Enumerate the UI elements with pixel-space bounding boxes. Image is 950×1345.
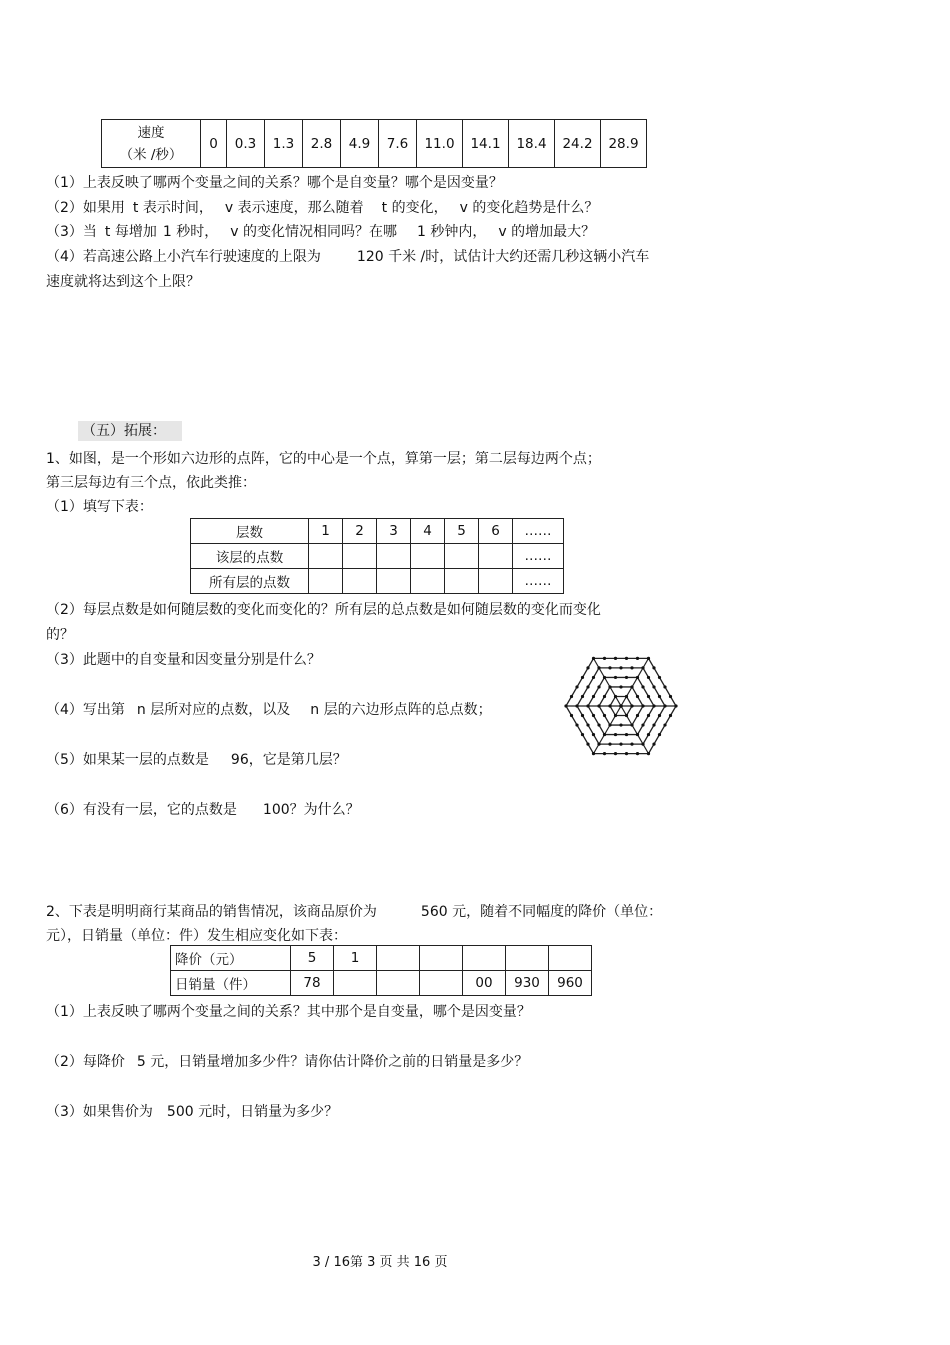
- blank-cell[interactable]: [343, 569, 377, 594]
- lattice-dot: [608, 723, 611, 726]
- blank-cell[interactable]: [377, 544, 411, 569]
- problem1-intro-line1: 1、如图，是一个形如六边形的点阵，它的中心是一个点，算第一层；第二层每边两个点；: [46, 451, 601, 467]
- lattice-dot: [647, 752, 650, 755]
- problem1-q5: [46, 749, 347, 769]
- lattice-dot: [608, 685, 611, 688]
- lattice-dot: [625, 676, 628, 679]
- q2-part-c: v 表示速度，那么随着: [224, 200, 364, 216]
- ellipsis-cell: ……: [513, 519, 564, 544]
- lattice-dot: [614, 733, 617, 736]
- lattice-dot: [636, 714, 639, 717]
- p2q3-part-a: （3）如果售价为: [46, 1104, 153, 1120]
- lattice-dot: [614, 695, 617, 698]
- lattice-dot: [586, 666, 589, 669]
- layer-number: 5: [445, 519, 479, 544]
- row-header: 所有层的点数: [191, 569, 309, 594]
- question-4-continued: 速度就将达到这个上限？: [46, 274, 200, 290]
- q2-part-e: v 的变化趋势是什么？: [459, 200, 599, 216]
- page-footer: 3 / 16第 3 页 共 16 页: [312, 1255, 448, 1270]
- lattice-spoke: [621, 706, 649, 754]
- lattice-dot: [669, 714, 672, 717]
- q3-part-a: （3）当: [46, 224, 97, 240]
- lattice-dot: [586, 704, 589, 707]
- daily-sales-cell: [334, 971, 377, 996]
- lattice-dot: [608, 666, 611, 669]
- lattice-dot: [652, 723, 655, 726]
- blank-cell[interactable]: [445, 569, 479, 594]
- price-cut-cell: 1: [334, 946, 377, 971]
- price-cut-cell: [377, 946, 420, 971]
- lattice-dot: [641, 743, 644, 746]
- speed-value-cell: 14.1: [463, 120, 509, 168]
- lattice-dot: [586, 743, 589, 746]
- lattice-dot: [647, 695, 650, 698]
- lattice-dot: [658, 714, 661, 717]
- lattice-dot: [597, 704, 600, 707]
- section-title: （五）拓展：: [78, 421, 182, 441]
- lattice-dot: [625, 657, 628, 660]
- lattice-dot: [614, 714, 617, 717]
- blank-cell[interactable]: [479, 569, 513, 594]
- speed-value-cell: 2.8: [303, 120, 341, 168]
- lattice-dot: [658, 676, 661, 679]
- problem2-q1: （1）上表反映了哪两个变量之间的关系？其中那个是自变量，哪个是因变量？: [46, 1004, 531, 1020]
- row-header: 层数: [191, 519, 309, 544]
- q2-part-d: t 的变化，: [381, 200, 448, 216]
- p1q5-part-a: （5）如果某一层的点数是: [46, 752, 209, 768]
- lattice-dot: [647, 676, 650, 679]
- lattice-dot: [603, 676, 606, 679]
- lattice-dot: [636, 676, 639, 679]
- lattice-dot: [625, 752, 628, 755]
- layer-number: 4: [411, 519, 445, 544]
- lattice-dot: [570, 714, 573, 717]
- price-cut-cell: [549, 946, 592, 971]
- layer-table: [190, 518, 564, 594]
- p1q4-part-b: n 层所对应的点数，以及: [136, 702, 291, 718]
- ellipsis-cell: ……: [513, 569, 564, 594]
- lattice-dot: [603, 657, 606, 660]
- layer-number: 3: [377, 519, 411, 544]
- lattice-dot: [586, 685, 589, 688]
- lattice-dot: [581, 714, 584, 717]
- p2-intro-a: 2、下表是明明商行某商品的销售情况，该商品原价为: [46, 904, 377, 920]
- question-4: [46, 246, 649, 266]
- layer-number: 2: [343, 519, 377, 544]
- problem1-q3: （3）此题中的自变量和因变量分别是什么？: [46, 652, 321, 668]
- lattice-spoke: [621, 658, 649, 706]
- lattice-dot: [581, 676, 584, 679]
- q2-part-a: （2）如果用: [46, 200, 125, 216]
- lattice-dot: [625, 733, 628, 736]
- lattice-dot: [658, 733, 661, 736]
- p2q3-part-b: 500 元时，日销量为多少？: [166, 1104, 339, 1120]
- q3-part-d: v 的变化情况相同吗？在哪: [230, 224, 397, 240]
- blank-cell[interactable]: [411, 569, 445, 594]
- question-2: [46, 197, 598, 217]
- lattice-dot: [652, 704, 655, 707]
- p2q2-part-b: 5 元，日销量增加多少件？请你估计降价之前的日销量是多少？: [136, 1054, 529, 1070]
- lattice-dot: [663, 723, 666, 726]
- lattice-dot: [658, 695, 661, 698]
- problem2-intro-line2: 元），日销量（单位：件）发生相应变化如下表：: [46, 928, 347, 944]
- daily-sales-cell: 960: [549, 971, 592, 996]
- daily-sales-cell: [420, 971, 463, 996]
- lattice-dot: [641, 666, 644, 669]
- lattice-dot: [641, 704, 644, 707]
- lattice-dot: [630, 704, 633, 707]
- speed-value-cell: 24.2: [555, 120, 601, 168]
- p1q5-part-b: 96，它是第几层？: [230, 752, 347, 768]
- blank-cell[interactable]: [343, 544, 377, 569]
- lattice-dot: [614, 657, 617, 660]
- lattice-dot: [636, 752, 639, 755]
- row-header: 日销量（件）: [171, 971, 291, 996]
- problem1-q2-line1: （2）每层点数是如何随层数的变化而变化的？所有层的总点数是如何随层数的变化而变化: [46, 602, 601, 618]
- problem1-q4: [46, 699, 492, 719]
- lattice-dot: [619, 743, 622, 746]
- lattice-dot: [603, 714, 606, 717]
- lattice-dot: [641, 723, 644, 726]
- problem1-intro-line2: 第三层每边有三个点，依此类推：: [46, 475, 256, 491]
- q3-part-e: 1 秒钟内，: [416, 224, 487, 240]
- speed-header-line1: 速度: [137, 124, 165, 141]
- lattice-spoke: [594, 706, 622, 754]
- lattice-dot: [652, 743, 655, 746]
- blank-cell[interactable]: [309, 569, 343, 594]
- lattice-dot: [581, 733, 584, 736]
- problem2-intro-line1: [46, 901, 662, 921]
- lattice-dot: [592, 752, 595, 755]
- lattice-dot: [630, 743, 633, 746]
- lattice-dot: [592, 695, 595, 698]
- lattice-dot: [597, 685, 600, 688]
- lattice-spoke: [594, 658, 622, 706]
- lattice-dot: [630, 666, 633, 669]
- q3-part-c: 1 秒时，: [162, 224, 219, 240]
- lattice-dot: [586, 723, 589, 726]
- problem2-q2: [46, 1051, 528, 1071]
- price-cut-cell: [506, 946, 549, 971]
- lattice-dot: [608, 743, 611, 746]
- q3-part-b: t 每增加: [104, 224, 157, 240]
- lattice-dot: [652, 685, 655, 688]
- lattice-dot: [619, 666, 622, 669]
- question-1: （1）上表反映了哪两个变量之间的关系？哪个是自变量？哪个是因变量？: [46, 175, 503, 191]
- blank-cell[interactable]: [445, 544, 479, 569]
- lattice-dot: [614, 752, 617, 755]
- p2q2-part-a: （2）每降价: [46, 1054, 125, 1070]
- sales-table: [170, 945, 592, 996]
- problem2-q3: [46, 1101, 338, 1121]
- p2-intro-b: 560 元，随着不同幅度的降价（单位：: [420, 904, 663, 920]
- lattice-dot: [575, 704, 578, 707]
- lattice-dot: [597, 723, 600, 726]
- q3-part-f: v 的增加最大？: [498, 224, 596, 240]
- speed-table: [101, 119, 647, 168]
- price-cut-cell: [463, 946, 506, 971]
- lattice-dot: [636, 695, 639, 698]
- hexagon-dot-lattice-figure: [556, 650, 686, 762]
- speed-header-line2: （米 /秒）: [119, 146, 183, 163]
- lattice-dot: [636, 657, 639, 660]
- lattice-dot: [647, 657, 650, 660]
- lattice-dot: [570, 695, 573, 698]
- lattice-dot: [663, 704, 666, 707]
- speed-value-cell: 11.0: [417, 120, 463, 168]
- lattice-dot: [647, 733, 650, 736]
- speed-value-cell: 18.4: [509, 120, 555, 168]
- speed-value-cell: 28.9: [601, 120, 647, 168]
- lattice-dot: [597, 666, 600, 669]
- blank-cell[interactable]: [377, 569, 411, 594]
- blank-cell[interactable]: [411, 544, 445, 569]
- p1q6-part-b: 100？为什么？: [262, 802, 360, 818]
- lattice-dot: [592, 676, 595, 679]
- lattice-dot: [619, 723, 622, 726]
- lattice-dot: [647, 714, 650, 717]
- daily-sales-cell: 00: [463, 971, 506, 996]
- speed-value-cell: 1.3: [265, 120, 303, 168]
- lattice-dot: [630, 723, 633, 726]
- problem1-q2-line2: 的？: [46, 627, 74, 643]
- p1q4-part-a: （4）写出第: [46, 702, 125, 718]
- speed-header-cell: [102, 120, 201, 168]
- daily-sales-cell: 930: [506, 971, 549, 996]
- p1q4-part-c: n 层的六边形点阵的总点数；: [310, 702, 492, 718]
- problem1-q6: [46, 799, 360, 819]
- lattice-dot: [603, 733, 606, 736]
- lattice-dot: [669, 695, 672, 698]
- row-header: 该层的点数: [191, 544, 309, 569]
- lattice-dot: [614, 676, 617, 679]
- problem1-q1: （1）填写下表：: [46, 499, 153, 515]
- row-header: 降价（元）: [171, 946, 291, 971]
- speed-value-cell: 4.9: [341, 120, 379, 168]
- lattice-dot: [674, 704, 677, 707]
- speed-value-cell: 0: [201, 120, 227, 168]
- price-cut-cell: 5: [291, 946, 334, 971]
- lattice-dot: [592, 657, 595, 660]
- ellipsis-cell: ……: [513, 544, 564, 569]
- lattice-dot: [575, 685, 578, 688]
- lattice-dot: [608, 704, 611, 707]
- lattice-dot: [603, 695, 606, 698]
- lattice-dot: [564, 704, 567, 707]
- speed-value-cell: 0.3: [227, 120, 265, 168]
- lattice-dot: [592, 733, 595, 736]
- lattice-dot: [581, 695, 584, 698]
- lattice-dot: [603, 752, 606, 755]
- lattice-dot: [575, 723, 578, 726]
- daily-sales-cell: 78: [291, 971, 334, 996]
- lattice-dot: [663, 685, 666, 688]
- lattice-dot: [597, 743, 600, 746]
- layer-number: 1: [309, 519, 343, 544]
- layer-number: 6: [479, 519, 513, 544]
- lattice-dot: [652, 666, 655, 669]
- lattice-dot: [641, 685, 644, 688]
- blank-cell[interactable]: [309, 544, 343, 569]
- lattice-dot: [630, 685, 633, 688]
- q4-part-b: 120 千米 /时，试估计大约还需几秒这辆小汽车: [356, 249, 650, 265]
- blank-cell[interactable]: [479, 544, 513, 569]
- price-cut-cell: [420, 946, 463, 971]
- lattice-dot: [636, 733, 639, 736]
- p1q6-part-a: （6）有没有一层，它的点数是: [46, 802, 237, 818]
- q2-part-b: t 表示时间，: [132, 200, 213, 216]
- lattice-dot: [592, 714, 595, 717]
- daily-sales-cell: [377, 971, 420, 996]
- lattice-center-dot: [619, 704, 623, 708]
- speed-value-cell: 7.6: [379, 120, 417, 168]
- lattice-dot: [619, 685, 622, 688]
- q4-part-a: （4）若高速公路上小汽车行驶速度的上限为: [46, 249, 321, 265]
- lattice-dot: [625, 695, 628, 698]
- lattice-dot: [625, 714, 628, 717]
- question-3: [46, 221, 595, 241]
